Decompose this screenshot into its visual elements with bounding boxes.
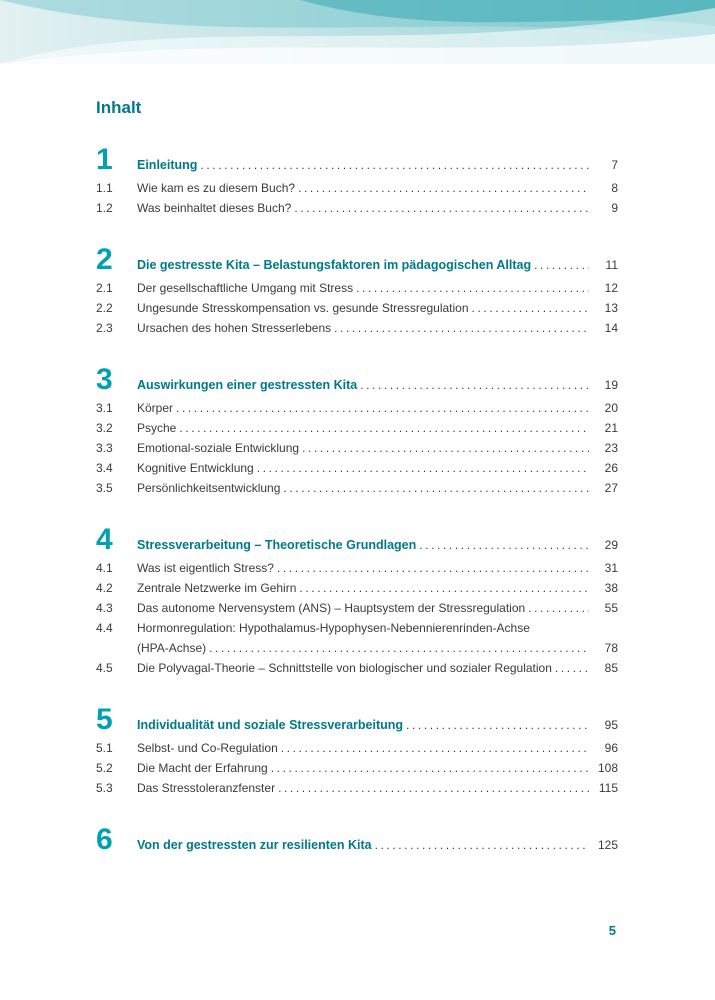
dotted-leader (257, 458, 589, 478)
toc-entry-row (96, 618, 618, 638)
toc-chapter-row (96, 825, 618, 855)
chapter-title: Auswirkungen einer gestressten Kita (137, 378, 358, 392)
dotted-leader (283, 478, 589, 498)
dotted-leader (200, 155, 589, 175)
entry-title: Hormonregulation: Hypothalamus-Hypophysen-Nebennierenrinden-Achse (137, 621, 530, 635)
dotted-leader (472, 298, 589, 318)
toc-entry-row (96, 398, 618, 418)
entry-number: 1.1 (96, 181, 113, 195)
entry-number: 4.1 (96, 561, 113, 575)
entry-title: Was ist eigentlich Stress? (137, 561, 274, 575)
toc-entry-row (96, 578, 618, 598)
page-ref: 14 (604, 321, 618, 335)
toc-chapter-row (96, 705, 618, 735)
toc-entry-row (96, 318, 618, 338)
entry-number: 2.3 (96, 321, 113, 335)
page-ref: 13 (604, 301, 618, 315)
toc-entry-row (96, 778, 618, 798)
entry-number: 4.4 (96, 621, 113, 635)
entry-number: 5.3 (96, 781, 113, 795)
toc-entry-row (96, 558, 618, 578)
entry-title: Ursachen des hohen Stresserlebens (137, 321, 332, 335)
toc-entry-row (96, 738, 618, 758)
entry-title: Wie kam es zu diesem Buch? (137, 181, 296, 195)
entry-title: Die Macht der Erfahrung (137, 761, 268, 775)
dotted-leader (299, 578, 589, 598)
page-ref: 26 (604, 461, 618, 475)
entry-title: Was beinhaltet dieses Buch? (137, 201, 292, 215)
entry-number: 4.2 (96, 581, 113, 595)
entry-title: Psyche (137, 421, 177, 435)
entry-title: Ungesunde Stresskompensation vs. gesunde Stressregulation (137, 301, 469, 315)
entry-title: Selbst- und Co-Regulation (137, 741, 278, 755)
dotted-leader (179, 418, 589, 438)
page-ref: 23 (604, 441, 618, 455)
entry-number: 3.5 (96, 481, 113, 495)
dotted-leader (406, 715, 589, 735)
page-ref: 19 (604, 378, 618, 392)
dotted-leader (281, 738, 589, 758)
page-ref: 20 (604, 401, 618, 415)
dotted-leader (271, 758, 589, 778)
entry-title: Das Stresstoleranzfenster (137, 781, 276, 795)
dotted-leader (302, 438, 589, 458)
page-ref: 21 (604, 421, 618, 435)
dotted-leader (419, 535, 589, 555)
dotted-leader (176, 398, 589, 418)
toc-entry-row (96, 178, 618, 198)
toc-entry-row (96, 478, 618, 498)
entry-number: 4.5 (96, 661, 113, 675)
page-ref: 85 (604, 661, 618, 675)
entry-number: 3.3 (96, 441, 113, 455)
toc-chapter (96, 705, 618, 798)
toc-chapter (96, 365, 618, 498)
page-ref: 8 (611, 181, 618, 195)
entry-title: Der gesellschaftliche Umgang mit Stress (137, 281, 354, 295)
toc-entry-row (96, 638, 618, 658)
toc-chapter-row (96, 145, 618, 175)
entry-number: 5.2 (96, 761, 113, 775)
toc-entry-row (96, 278, 618, 298)
dotted-leader (360, 375, 589, 395)
page-ref: 27 (604, 481, 618, 495)
toc-entry-row (96, 438, 618, 458)
chapter-number: 3 (96, 363, 113, 396)
page-ref: 12 (604, 281, 618, 295)
dotted-leader (277, 558, 589, 578)
decorative-header-wave (0, 0, 715, 64)
page-number: 5 (608, 923, 616, 938)
toc-entry-row (96, 458, 618, 478)
chapter-number: 4 (96, 523, 113, 556)
chapter-title: Stressverarbeitung – Theoretische Grundlagen (137, 538, 417, 552)
dotted-leader (294, 198, 589, 218)
dotted-leader (298, 178, 589, 198)
page-ref: 11 (605, 258, 618, 272)
chapter-number: 6 (96, 823, 113, 856)
chapter-title: Die gestresste Kita – Belastungsfaktoren im pädagogischen Alltag (137, 258, 532, 272)
toc-chapter-row (96, 365, 618, 395)
entry-title: Emotional-soziale Entwicklung (137, 441, 300, 455)
page-ref: 38 (604, 581, 618, 595)
toc-entry-row (96, 418, 618, 438)
entry-number: 4.3 (96, 601, 113, 615)
dotted-leader (534, 255, 589, 275)
toc-chapter-row (96, 245, 618, 275)
dotted-leader (209, 638, 589, 658)
toc-entry-row (96, 598, 618, 618)
chapter-title: Von der gestressten zur resilienten Kita (137, 838, 372, 852)
page-ref: 29 (604, 538, 618, 552)
page-ref: 55 (604, 601, 618, 615)
entry-number: 3.1 (96, 401, 113, 415)
entry-number: 1.2 (96, 201, 113, 215)
page-ref: 96 (604, 741, 618, 755)
toc-chapter (96, 525, 618, 678)
toc-entry-row (96, 758, 618, 778)
entry-title: Das autonome Nervensystem (ANS) – Hauptsystem der Stressregulation (137, 601, 526, 615)
toc-entry-row (96, 298, 618, 318)
entry-number: 2.2 (96, 301, 113, 315)
page-ref: 95 (604, 718, 618, 732)
toc-chapter (96, 825, 618, 855)
chapter-number: 2 (96, 243, 113, 276)
entry-title: Persönlichkeitsentwicklung (137, 481, 281, 495)
page-ref: 31 (604, 561, 618, 575)
entry-title: Die Polyvagal-Theorie – Schnittstelle von biologischer und sozialer Regulation (137, 661, 552, 675)
wave-graphic (0, 0, 715, 64)
page-ref: 115 (598, 781, 618, 795)
toc-chapter (96, 145, 618, 218)
entry-title: (HPA-Achse) (137, 641, 207, 655)
toc-entry-row (96, 658, 618, 678)
page-ref: 108 (597, 761, 618, 775)
page-ref: 125 (597, 838, 618, 852)
entry-title: Kognitive Entwicklung (137, 461, 254, 475)
toc-entry-row (96, 198, 618, 218)
dotted-leader (555, 658, 589, 678)
entry-number: 2.1 (96, 281, 113, 295)
entry-title: Zentrale Netzwerke im Gehirn (137, 581, 297, 595)
page-ref: 7 (611, 158, 618, 172)
dotted-leader (528, 598, 589, 618)
dotted-leader (375, 835, 589, 855)
page-ref: 9 (611, 201, 618, 215)
entry-title: Körper (137, 401, 174, 415)
chapter-title: Einleitung (137, 158, 198, 172)
toc-chapter (96, 245, 618, 338)
dotted-leader (334, 318, 589, 338)
page-title: Inhalt (96, 98, 142, 117)
entry-number: 3.2 (96, 421, 113, 435)
page-ref: 78 (604, 641, 618, 655)
chapter-number: 5 (96, 703, 113, 736)
entry-number: 5.1 (96, 741, 113, 755)
dotted-leader (278, 778, 589, 798)
dotted-leader (356, 278, 589, 298)
toc-chapter-row (96, 525, 618, 555)
content-area (0, 64, 715, 858)
table-of-contents (96, 145, 618, 855)
chapter-title: Individualität und soziale Stressverarbeitung (137, 718, 404, 732)
chapter-number: 1 (96, 143, 113, 176)
entry-number: 3.4 (96, 461, 113, 475)
